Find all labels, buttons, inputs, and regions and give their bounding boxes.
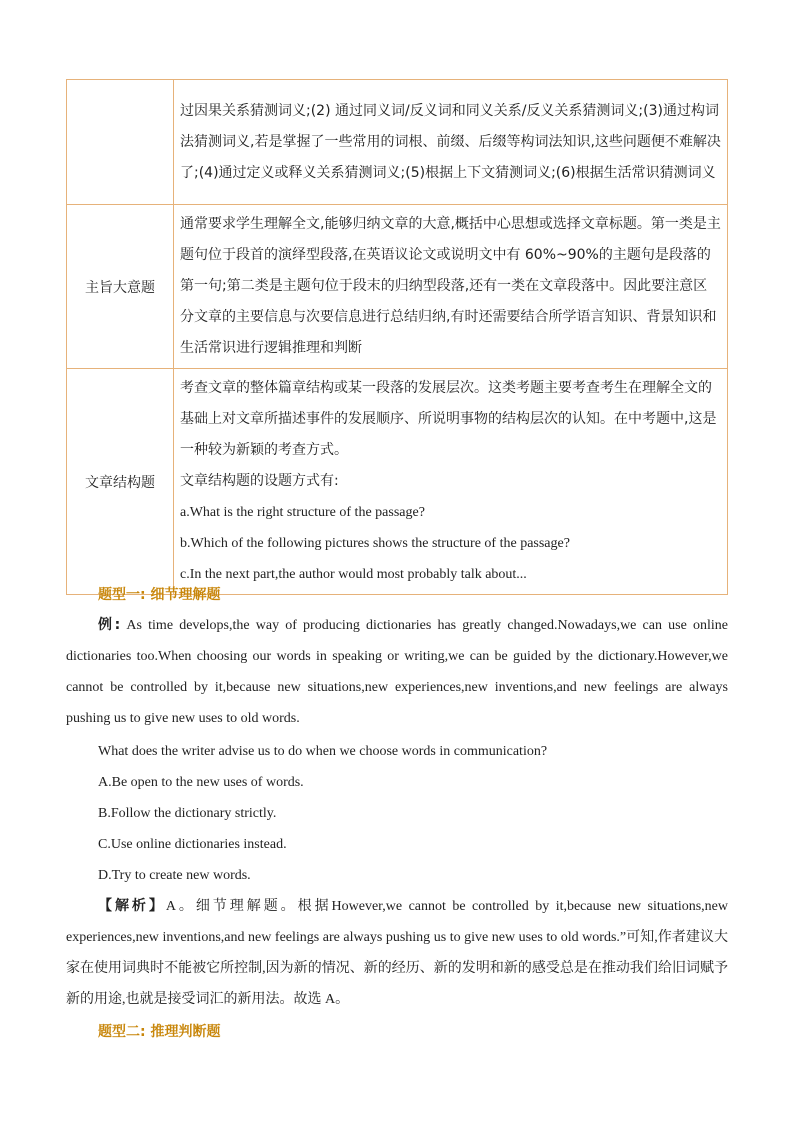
option-a: A.Be open to the new uses of words. <box>98 775 304 790</box>
type-cell-empty <box>67 80 174 205</box>
desc-cell-structure <box>174 369 728 595</box>
structure-way-c: c.In the next part,the author would most probably talk about... <box>180 567 527 582</box>
structure-way-a: a.What is the right structure of the passage? <box>180 505 425 520</box>
structure-desc: 考查文章的整体篇章结构或某一段落的发展层次。这类考题主要考查考生在理解全文的基础上对文章所描述事件的发展顺序、所说明事物的结构层次的认知。在中考题中,这是一种较为新颖的考查方式。 <box>180 380 717 458</box>
question-type-table <box>66 79 728 595</box>
option-d: D.Try to create new words. <box>98 868 251 883</box>
option-b: B.Follow the dictionary strictly. <box>98 806 277 821</box>
structure-way-b: b.Which of the following pictures shows the structure of the passage? <box>180 536 570 551</box>
table-row <box>67 369 728 595</box>
desc-cell-main-idea: 通常要求学生理解全文,能够归纳文章的大意,概括中心思想或选择文章标题。第一类是主题句位于段首的演绎型段落,在英语议论文或说明文中有 60%~90%的主题句是段落的第一句;第二类是主题句位于段末的归纳型段落,还有一类在文章段落中。因此要注意区分文章的主要信息与次要信息进行总结归纳,有时还需要结合所学语言知识、背景知识和生活常识进行逻辑推理和判断 <box>174 205 728 369</box>
analysis-label: 【解析】 <box>98 898 166 914</box>
analysis-paragraph <box>66 891 728 1015</box>
table-row <box>67 205 728 369</box>
example-passage <box>66 610 728 734</box>
desc-cell-word-guess: 过因果关系猜测词义;(2) 通过同义词/反义词和同义关系/反义关系猜测词义;(3)通过构词法猜测词义,若是掌握了一些常用的词根、前缀、后缀等构词法知识,这些问题便不难解决了;(4)通过定义或释义关系猜测词义;(5)根据上下文猜测词义;(6)根据生活常识猜测词义 <box>174 80 728 205</box>
structure-ways-label: 文章结构题的设题方式有: <box>180 473 339 489</box>
type-cell-structure: 文章结构题 <box>67 369 174 595</box>
table-row <box>67 80 728 205</box>
section-heading-detail: 题型一: 细节理解题 <box>98 587 221 603</box>
section-heading-inference: 题型二: 推理判断题 <box>98 1024 221 1040</box>
option-c: C.Use online dictionaries instead. <box>98 837 287 852</box>
question-text: What does the writer advise us to do when we choose words in communication? <box>98 744 548 759</box>
type-cell-main-idea: 主旨大意题 <box>67 205 174 369</box>
example-label: 例: <box>98 617 121 633</box>
analysis-text: A。细节理解题。根据However,we cannot be controlled by it,because new situations,new experiences,new inventions,and new feelings are always pushing us to give new uses to old words.”可知,作者建议大家在使用词典时不能被它所控制,因为新的情况、新的经历、新的发明和新的感受总是在推动我们给旧词赋予新的用途,也就是接受词汇的新用法。故选 A。 <box>66 899 729 1007</box>
example-text: As time develops,the way of producing dictionaries has greatly changed.Nowadays,we can use online dictionaries too.When choosing our words in speaking or writing,we can be guided by the dictionary.However,we cannot be controlled by it,because new situations,new experiences,new inventions,and new feelings are always pushing us to give new uses to old words. <box>66 618 728 726</box>
